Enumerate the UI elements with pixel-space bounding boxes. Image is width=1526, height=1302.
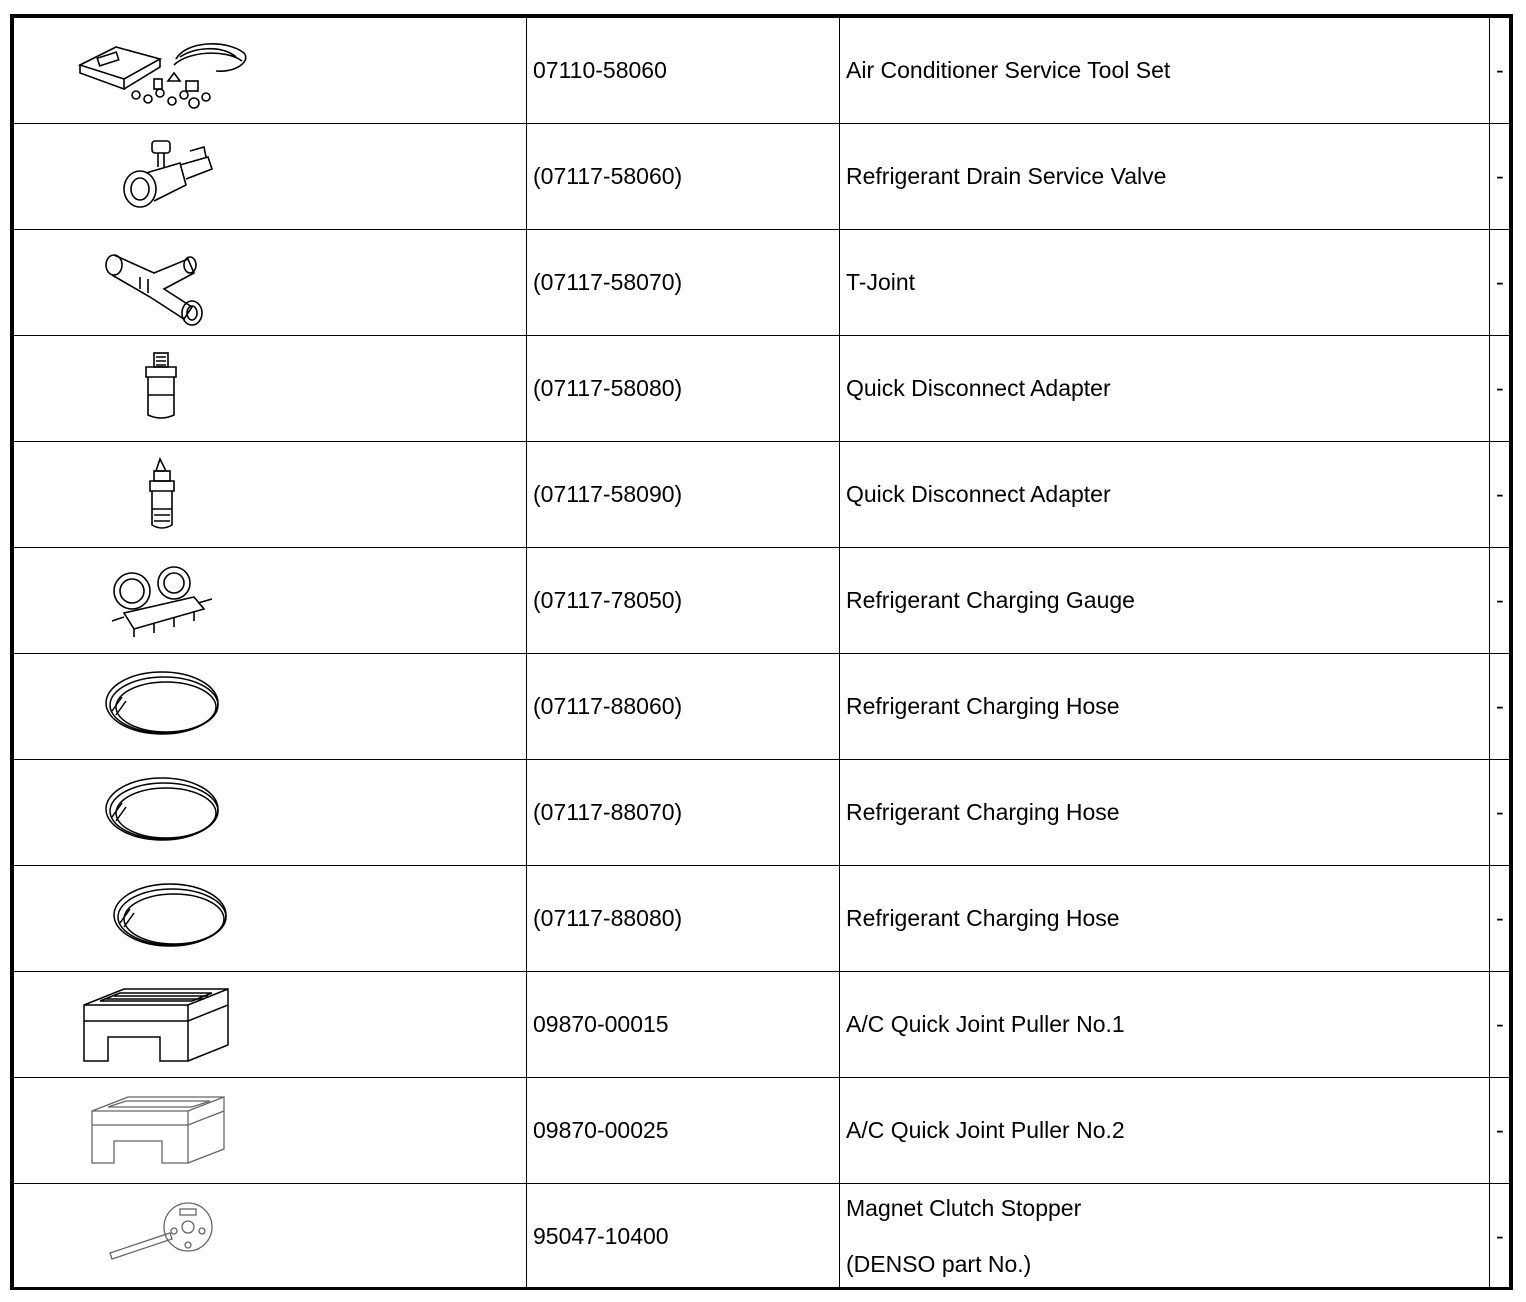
tool-illustration-cell [14,18,527,124]
tool-illustration-cell [14,336,527,442]
special-tools-table [13,17,1510,1290]
tool-illustration-cell [14,760,527,866]
table-row [14,548,1510,654]
drain-valve-icon [100,127,280,227]
note: - [1490,1184,1510,1290]
tool-name-line: Quick Disconnect Adapter [846,480,1111,507]
table-row [14,442,1510,548]
table-row [14,1078,1510,1184]
part-number: (07117-88070) [527,760,840,866]
tool-name-line: T-Joint [846,268,916,295]
part-number: 09870-00025 [527,1078,840,1184]
tool-illustration-cell [14,1078,527,1184]
tool-name-line: Magnet Clutch Stopper [846,1194,1082,1221]
t-joint-icon [92,233,272,333]
table-row [14,972,1510,1078]
tool-name [840,1078,1490,1184]
tool-illustration-cell [14,230,527,336]
tool-name [840,124,1490,230]
special-tools-table-frame [10,14,1513,1290]
part-number: (07117-58090) [527,442,840,548]
tool-name [840,442,1490,548]
table-row [14,124,1510,230]
adapter-icon [124,339,304,439]
note: - [1490,124,1510,230]
part-number: (07117-58070) [527,230,840,336]
part-number: (07117-78050) [527,548,840,654]
table-row [14,866,1510,972]
hose-coil-icon [102,869,282,969]
tool-name-line: Refrigerant Charging Hose [846,798,1120,825]
tool-name-line: Quick Disconnect Adapter [846,374,1111,401]
note: - [1490,866,1510,972]
part-number: (07117-88060) [527,654,840,760]
tool-name-line: Air Conditioner Service Tool Set [846,56,1171,83]
table-row [14,230,1510,336]
tool-illustration-cell [14,866,527,972]
tool-illustration-cell [14,124,527,230]
tool-name [840,548,1490,654]
tool-illustration-cell [14,654,527,760]
tool-name-line: A/C Quick Joint Puller No.2 [846,1116,1125,1143]
tool-name [840,18,1490,124]
clutch-stopper-icon [100,1187,280,1287]
note: - [1490,18,1510,124]
tool-name-line: A/C Quick Joint Puller No.1 [846,1010,1125,1037]
tool-name [840,866,1490,972]
part-number: (07117-58080) [527,336,840,442]
note: - [1490,972,1510,1078]
tool-name-line: Refrigerant Drain Service Valve [846,162,1167,189]
joint-puller-icon [88,1081,268,1181]
table-row [14,1184,1510,1290]
note: - [1490,654,1510,760]
tool-name [840,654,1490,760]
note: - [1490,442,1510,548]
note: - [1490,760,1510,866]
tool-illustration-cell [14,548,527,654]
tool-set-case-icon [76,21,256,121]
table-row [14,654,1510,760]
tool-name [840,760,1490,866]
tool-name [840,1184,1490,1290]
table-row [14,336,1510,442]
tool-illustration-cell [14,442,527,548]
table-row [14,760,1510,866]
joint-puller-icon [80,975,260,1075]
tool-illustration-cell [14,972,527,1078]
tool-name [840,230,1490,336]
tool-illustration-cell [14,1184,527,1290]
table-row [14,18,1510,124]
note: - [1490,1078,1510,1184]
gauge-manifold-icon [94,551,274,651]
hose-coil-icon [94,763,274,863]
note: - [1490,548,1510,654]
tool-name-line: Refrigerant Charging Hose [846,692,1120,719]
note: - [1490,336,1510,442]
hose-coil-icon [94,657,274,757]
tool-name-line: Refrigerant Charging Hose [846,904,1120,931]
part-number: 95047-10400 [527,1184,840,1290]
note: - [1490,230,1510,336]
part-number: (07117-58060) [527,124,840,230]
tool-name [840,336,1490,442]
adapter-slim-icon [126,445,306,545]
tool-name [840,972,1490,1078]
tool-name-subline: (DENSO part No.) [846,1250,1032,1277]
part-number: 09870-00015 [527,972,840,1078]
tool-name-line: Refrigerant Charging Gauge [846,586,1135,613]
part-number: (07117-88080) [527,866,840,972]
part-number: 07110-58060 [527,18,840,124]
